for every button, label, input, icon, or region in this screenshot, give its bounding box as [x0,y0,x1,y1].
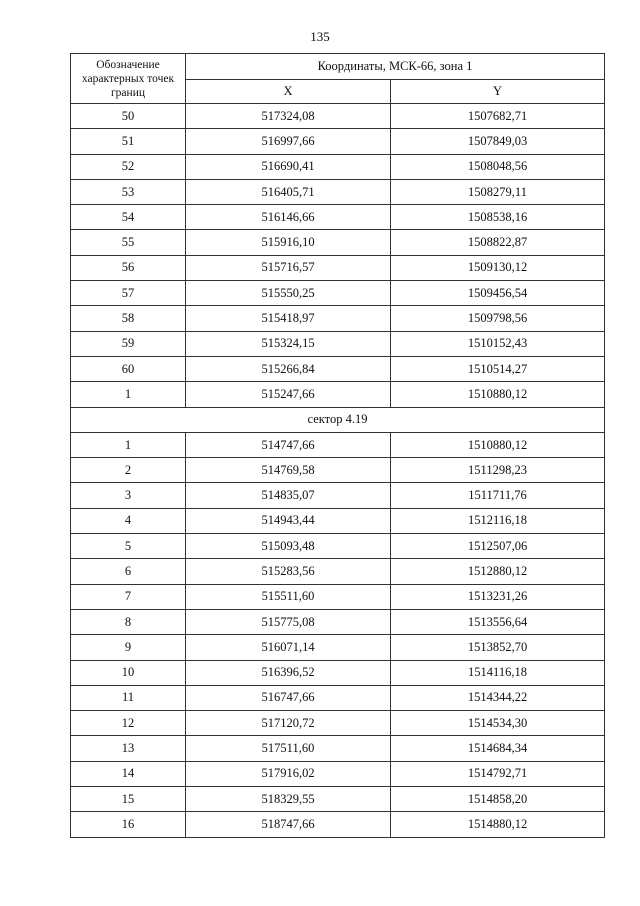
point-cell: 51 [71,129,186,154]
table-row [71,534,605,559]
table-header [71,54,605,104]
table-row [71,635,605,660]
point-cell: 12 [71,711,186,736]
y-cell: 1514792,71 [391,761,605,786]
x-cell: 514769,58 [186,458,391,483]
x-cell: 515775,08 [186,609,391,634]
point-cell: 52 [71,154,186,179]
y-cell: 1514684,34 [391,736,605,761]
point-cell: 1 [71,382,186,407]
coordinates-table [70,53,605,838]
x-cell: 514943,44 [186,508,391,533]
point-cell: 2 [71,458,186,483]
table-body [71,104,605,838]
point-cell: 50 [71,104,186,129]
section-row [71,407,605,432]
y-cell: 1510880,12 [391,432,605,457]
y-cell: 1510514,27 [391,356,605,381]
point-cell: 1 [71,432,186,457]
y-cell: 1509130,12 [391,255,605,280]
point-cell: 15 [71,787,186,812]
y-cell: 1510880,12 [391,382,605,407]
x-cell: 514835,07 [186,483,391,508]
coords-system-header: Координаты, МСК-66, зона 1 [186,54,605,80]
x-cell: 518329,55 [186,787,391,812]
x-cell: 516690,41 [186,154,391,179]
x-cell: 515093,48 [186,534,391,559]
table-row [71,306,605,331]
y-cell: 1507849,03 [391,129,605,154]
x-cell: 515916,10 [186,230,391,255]
point-cell: 11 [71,685,186,710]
x-cell: 514747,66 [186,432,391,457]
y-cell: 1514344,22 [391,685,605,710]
table-row [71,154,605,179]
section-title: сектор 4.19 [71,407,605,432]
table-row [71,382,605,407]
y-cell: 1512116,18 [391,508,605,533]
point-cell: 6 [71,559,186,584]
table-row [71,356,605,381]
point-label-header: Обозначение характерных точек границ [71,54,186,104]
table-row [71,104,605,129]
y-column-header: Y [391,80,605,104]
table-row [71,483,605,508]
y-cell: 1511711,76 [391,483,605,508]
point-cell: 60 [71,356,186,381]
x-cell: 515511,60 [186,584,391,609]
table-row [71,609,605,634]
point-cell: 9 [71,635,186,660]
point-cell: 4 [71,508,186,533]
point-cell: 53 [71,179,186,204]
y-cell: 1514880,12 [391,812,605,837]
table-row [71,559,605,584]
x-cell: 518747,66 [186,812,391,837]
point-cell: 56 [71,255,186,280]
y-cell: 1510152,43 [391,331,605,356]
x-cell: 515324,15 [186,331,391,356]
table-row [71,761,605,786]
x-cell: 517120,72 [186,711,391,736]
y-cell: 1513852,70 [391,635,605,660]
point-cell: 59 [71,331,186,356]
y-cell: 1509456,54 [391,281,605,306]
table-row [71,281,605,306]
table-row [71,331,605,356]
y-cell: 1512507,06 [391,534,605,559]
y-cell: 1508048,56 [391,154,605,179]
x-cell: 517511,60 [186,736,391,761]
point-cell: 5 [71,534,186,559]
y-cell: 1514534,30 [391,711,605,736]
page-number: 135 [310,29,330,44]
x-cell: 516405,71 [186,179,391,204]
x-cell: 516146,66 [186,205,391,230]
table-row [71,255,605,280]
y-cell: 1508279,11 [391,179,605,204]
table-row [71,812,605,837]
point-cell: 10 [71,660,186,685]
x-cell: 515266,84 [186,356,391,381]
point-cell: 57 [71,281,186,306]
x-cell: 516997,66 [186,129,391,154]
x-cell: 515550,25 [186,281,391,306]
point-cell: 7 [71,584,186,609]
x-cell: 515247,66 [186,382,391,407]
y-cell: 1514116,18 [391,660,605,685]
point-cell: 16 [71,812,186,837]
point-cell: 58 [71,306,186,331]
y-cell: 1508538,16 [391,205,605,230]
x-cell: 517916,02 [186,761,391,786]
table-row [71,508,605,533]
y-cell: 1508822,87 [391,230,605,255]
point-cell: 13 [71,736,186,761]
table-row [71,432,605,457]
table-row [71,711,605,736]
table-row [71,685,605,710]
x-cell: 516747,66 [186,685,391,710]
point-cell: 3 [71,483,186,508]
x-cell: 515716,57 [186,255,391,280]
table-row [71,230,605,255]
y-cell: 1507682,71 [391,104,605,129]
y-cell: 1509798,56 [391,306,605,331]
x-cell: 516396,52 [186,660,391,685]
x-cell: 516071,14 [186,635,391,660]
table-row [71,179,605,204]
x-cell: 515283,56 [186,559,391,584]
point-cell: 55 [71,230,186,255]
point-cell: 8 [71,609,186,634]
y-cell: 1513231,26 [391,584,605,609]
y-cell: 1511298,23 [391,458,605,483]
table-row [71,736,605,761]
x-cell: 517324,08 [186,104,391,129]
table-row [71,660,605,685]
table-row [71,787,605,812]
y-cell: 1513556,64 [391,609,605,634]
x-cell: 515418,97 [186,306,391,331]
table-row [71,584,605,609]
table-row [71,458,605,483]
point-cell: 54 [71,205,186,230]
x-column-header: X [186,80,391,104]
table-row [71,205,605,230]
table-row [71,129,605,154]
y-cell: 1514858,20 [391,787,605,812]
point-cell: 14 [71,761,186,786]
y-cell: 1512880,12 [391,559,605,584]
